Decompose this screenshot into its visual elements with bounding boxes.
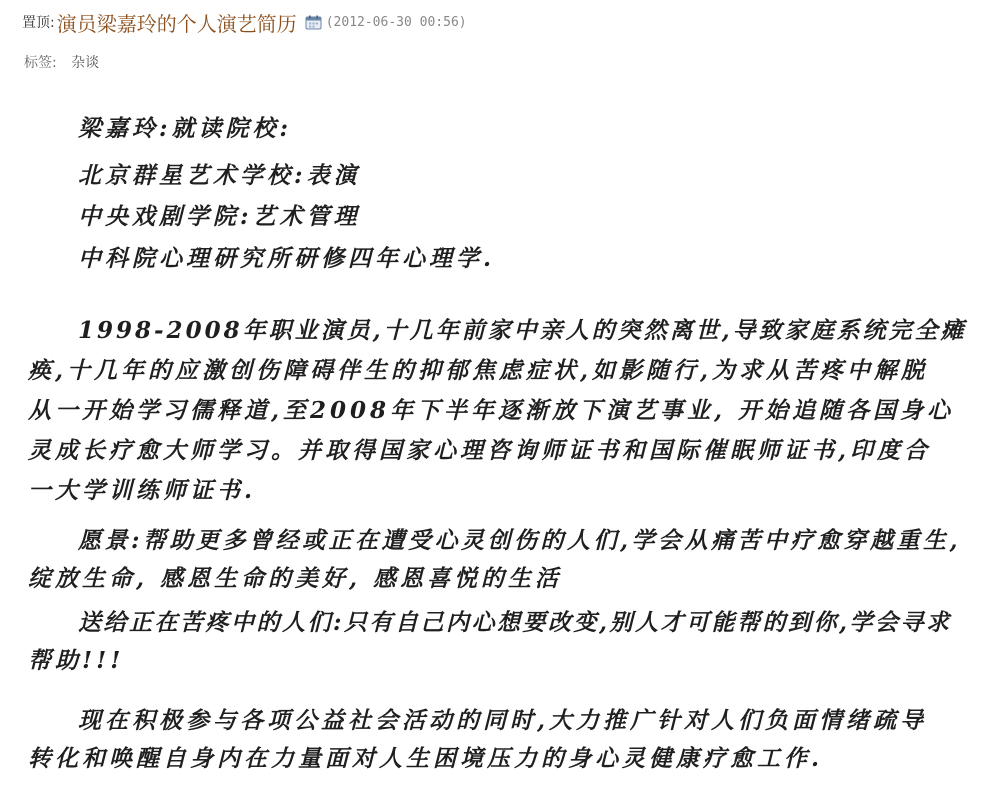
body-line: 中央戏剧学院:艺术管理 xyxy=(78,203,361,230)
calendar-icon xyxy=(305,15,322,30)
body-line: 帮助!!! xyxy=(28,647,125,674)
body-line: 从一开始学习儒释道,至2008年下半年逐渐放下演艺事业, 开始追随各国身心 xyxy=(28,397,955,424)
body-line: 现在积极参与各项公益社会活动的同时,大力推广针对人们负面情绪疏导 xyxy=(78,707,928,734)
body-line: 绽放生命, 感恩生命的美好, 感恩喜悦的生活 xyxy=(28,565,563,592)
post-title-link[interactable]: 演员梁嘉玲的个人演艺简历 xyxy=(56,11,297,36)
body-line: 一大学训练师证书. xyxy=(28,477,257,504)
tags-label: 标签: xyxy=(24,55,57,71)
body-line: 梁嘉玲:就读院校: xyxy=(78,115,292,142)
body-line: 北京群星艺术学校:表演 xyxy=(78,162,361,189)
post-date: (2012-06-30 00:56) xyxy=(325,14,467,30)
body-line: 痪,十几年的应激创伤障碍伴生的抑郁焦虑症状,如影随行,为求从苦疼中解脱 xyxy=(28,357,929,384)
post-header xyxy=(0,0,996,80)
tag-link[interactable]: 杂谈 xyxy=(71,55,100,71)
body-line: 1998-2008年职业演员,十几年前家中亲人的突然离世,导致家庭系统完全瘫 xyxy=(78,317,967,344)
tag-row xyxy=(24,52,99,72)
body-line: 送给正在苦疼中的人们:只有自己内心想要改变,别人才可能帮的到你,学会寻求 xyxy=(78,609,952,636)
body-line: 转化和唤醒自身内在力量面对人生困境压力的身心灵健康疗愈工作. xyxy=(28,745,824,772)
body-line: 愿景:帮助更多曾经或正在遭受心灵创伤的人们,学会从痛苦中疗愈穿越重生, xyxy=(78,527,962,554)
pinned-label: 置顶: xyxy=(22,15,55,31)
body-line: 灵成长疗愈大师学习。并取得国家心理咨询师证书和国际催眠师证书,印度合 xyxy=(28,437,932,464)
body-line: 中科院心理研究所研修四年心理学. xyxy=(78,245,496,272)
title-row xyxy=(22,8,467,36)
